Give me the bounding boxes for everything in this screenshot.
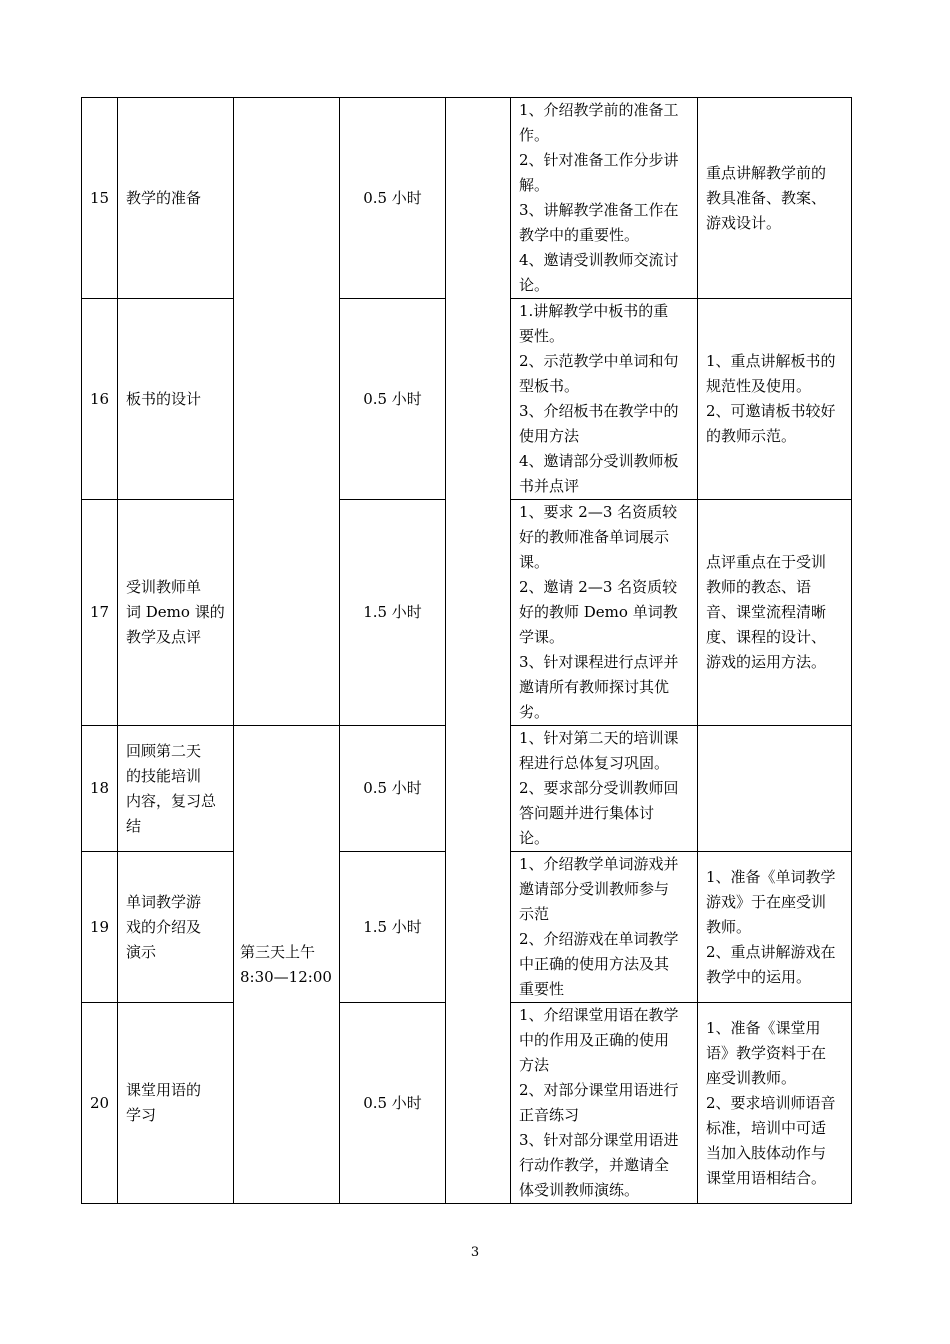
content-line: 体受训教师演练。	[519, 1181, 640, 1199]
content-line: 2、邀请 2—3 名资质较	[519, 578, 678, 596]
notes-line: 当加入肢体动作与	[706, 1143, 827, 1162]
notes-cell	[698, 500, 852, 726]
content-line: 程进行总体复习巩固。	[519, 754, 670, 772]
schedule-table	[81, 97, 852, 1204]
notes-line: 1、准备《课堂用	[706, 1018, 821, 1037]
session-day-label: 第三天上午	[240, 942, 316, 961]
content-line: 好的教师 Demo 单词教	[519, 603, 678, 621]
content-line: 论。	[519, 276, 550, 294]
content-line: 使用方法	[519, 427, 580, 445]
topic-line: 单词教学游	[126, 892, 202, 911]
content-line: 3、针对部分课堂用语进	[519, 1131, 679, 1149]
content-line: 3、介绍板书在教学中的	[519, 402, 679, 420]
topic-cell	[118, 98, 234, 299]
topic-line: 回顾第二天	[126, 741, 202, 760]
session-time-cell-day2	[234, 98, 340, 726]
empty-column-cell	[446, 98, 511, 1204]
notes-cell	[698, 852, 852, 1003]
content-line: 课。	[519, 553, 550, 571]
notes-cell	[698, 726, 852, 852]
duration-cell: 0.5 小时	[340, 98, 446, 299]
notes-line: 游戏设计。	[706, 213, 782, 232]
content-line: 4、邀请受训教师交流讨	[519, 251, 679, 269]
row-number: 16	[82, 299, 118, 500]
content-line: 方法	[519, 1056, 550, 1074]
content-cell	[511, 852, 698, 1003]
content-line: 中的作用及正确的使用	[519, 1031, 670, 1049]
content-line: 1、介绍教学单词游戏并	[519, 855, 679, 873]
notes-line: 2、可邀请板书较好	[706, 402, 836, 420]
notes-line: 教学中的运用。	[706, 967, 812, 986]
content-line: 3、针对课程进行点评并	[519, 653, 679, 671]
content-line: 论。	[519, 829, 550, 847]
topic-cell	[118, 852, 234, 1003]
notes-line: 2、要求培训师语音	[706, 1093, 836, 1112]
content-line: 正音练习	[519, 1106, 580, 1124]
notes-cell	[698, 299, 852, 500]
duration-cell: 1.5 小时	[340, 500, 446, 726]
content-line: 解。	[519, 176, 550, 194]
notes-line: 课堂用语相结合。	[706, 1168, 827, 1187]
notes-line: 的教师示范。	[706, 427, 797, 445]
topic-cell	[118, 299, 234, 500]
duration-cell: 0.5 小时	[340, 1003, 446, 1204]
notes-line: 座受训教师。	[706, 1068, 797, 1087]
content-line: 教学中的重要性。	[519, 226, 640, 244]
content-line: 邀请所有教师探讨其优	[519, 678, 670, 696]
row-number: 15	[82, 98, 118, 299]
topic-line: 课堂用语的	[126, 1081, 202, 1099]
topic-line: 戏的介绍及	[126, 917, 202, 936]
content-line: 示范	[519, 905, 550, 923]
content-cell	[511, 726, 698, 852]
notes-line: 教师。	[706, 917, 752, 936]
content-line: 2、对部分课堂用语进行	[519, 1081, 679, 1099]
content-line: 学课。	[519, 628, 565, 646]
topic-line: 学习	[126, 1106, 157, 1124]
content-line: 1、介绍课堂用语在教学	[519, 1006, 679, 1024]
content-line: 1、要求 2—3 名资质较	[519, 503, 678, 521]
notes-line: 教具准备、教案、	[706, 188, 827, 207]
row-number: 17	[82, 500, 118, 726]
topic-text: 教学的准备	[126, 188, 202, 207]
content-cell	[511, 299, 698, 500]
content-line: 2、针对准备工作分步讲	[519, 151, 679, 169]
topic-line: 词 Demo 课的	[126, 603, 225, 621]
notes-cell	[698, 1003, 852, 1204]
topic-line: 内容，复习总	[126, 791, 217, 810]
content-line: 中正确的使用方法及其	[519, 955, 670, 973]
content-line: 2、介绍游戏在单词教学	[519, 930, 679, 948]
notes-line: 教师的教态、语	[706, 578, 812, 596]
notes-line: 音、课堂流程清晰	[706, 603, 827, 621]
content-line: 书并点评	[519, 477, 580, 495]
content-line: 劣。	[519, 703, 550, 721]
notes-line: 1、准备《单词教学	[706, 867, 836, 886]
notes-line: 游戏的运用方法。	[706, 653, 827, 671]
topic-text: 板书的设计	[126, 389, 202, 408]
notes-line: 重点讲解教学前的	[706, 163, 827, 182]
content-line: 1、针对第二天的培训课	[519, 729, 679, 747]
topic-line: 结	[126, 816, 142, 835]
topic-cell	[118, 726, 234, 852]
table-row	[82, 98, 852, 299]
topic-cell	[118, 1003, 234, 1204]
content-cell	[511, 1003, 698, 1204]
notes-line: 游戏》于在座受训	[706, 892, 827, 911]
notes-line: 规范性及使用。	[706, 377, 812, 395]
page-number: 3	[470, 1245, 480, 1260]
content-line: 3、讲解教学准备工作在	[519, 201, 679, 219]
content-line: 行动作教学，并邀请全	[519, 1156, 670, 1174]
content-line: 2、示范教学中单词和句	[519, 352, 679, 370]
notes-line: 点评重点在于受训	[706, 553, 827, 571]
notes-cell	[698, 98, 852, 299]
content-line: 型板书。	[519, 377, 580, 395]
content-line: 作。	[519, 126, 550, 144]
content-line: 要性。	[519, 327, 565, 345]
notes-line: 度、课程的设计、	[706, 628, 827, 646]
notes-line: 1、重点讲解板书的	[706, 352, 836, 370]
topic-line: 的技能培训	[126, 766, 202, 785]
session-time-cell	[234, 726, 340, 1204]
content-line: 1.讲解教学中板书的重	[519, 302, 669, 320]
duration-cell: 1.5 小时	[340, 852, 446, 1003]
content-line: 2、要求部分受训教师回	[519, 779, 679, 797]
row-number: 19	[82, 852, 118, 1003]
topic-cell	[118, 500, 234, 726]
topic-line: 教学及点评	[126, 628, 202, 646]
notes-line: 2、重点讲解游戏在	[706, 942, 836, 961]
duration-cell: 0.5 小时	[340, 299, 446, 500]
session-hours-label: 8:30—12:00	[240, 967, 332, 986]
duration-cell: 0.5 小时	[340, 726, 446, 852]
content-line: 邀请部分受训教师参与	[519, 880, 670, 898]
content-line: 答问题并进行集体讨	[519, 804, 655, 822]
content-cell	[511, 500, 698, 726]
notes-line: 语》教学资料于在	[706, 1043, 827, 1062]
notes-line: 标准，培训中可适	[706, 1118, 827, 1137]
topic-line: 受训教师单	[126, 578, 202, 596]
content-line: 重要性	[519, 980, 565, 998]
content-cell	[511, 98, 698, 299]
content-line: 好的教师准备单词展示	[519, 528, 670, 546]
content-line: 4、邀请部分受训教师板	[519, 452, 679, 470]
content-line: 1、介绍教学前的准备工	[519, 101, 679, 119]
topic-line: 演示	[126, 942, 157, 961]
row-number: 18	[82, 726, 118, 852]
row-number: 20	[82, 1003, 118, 1204]
